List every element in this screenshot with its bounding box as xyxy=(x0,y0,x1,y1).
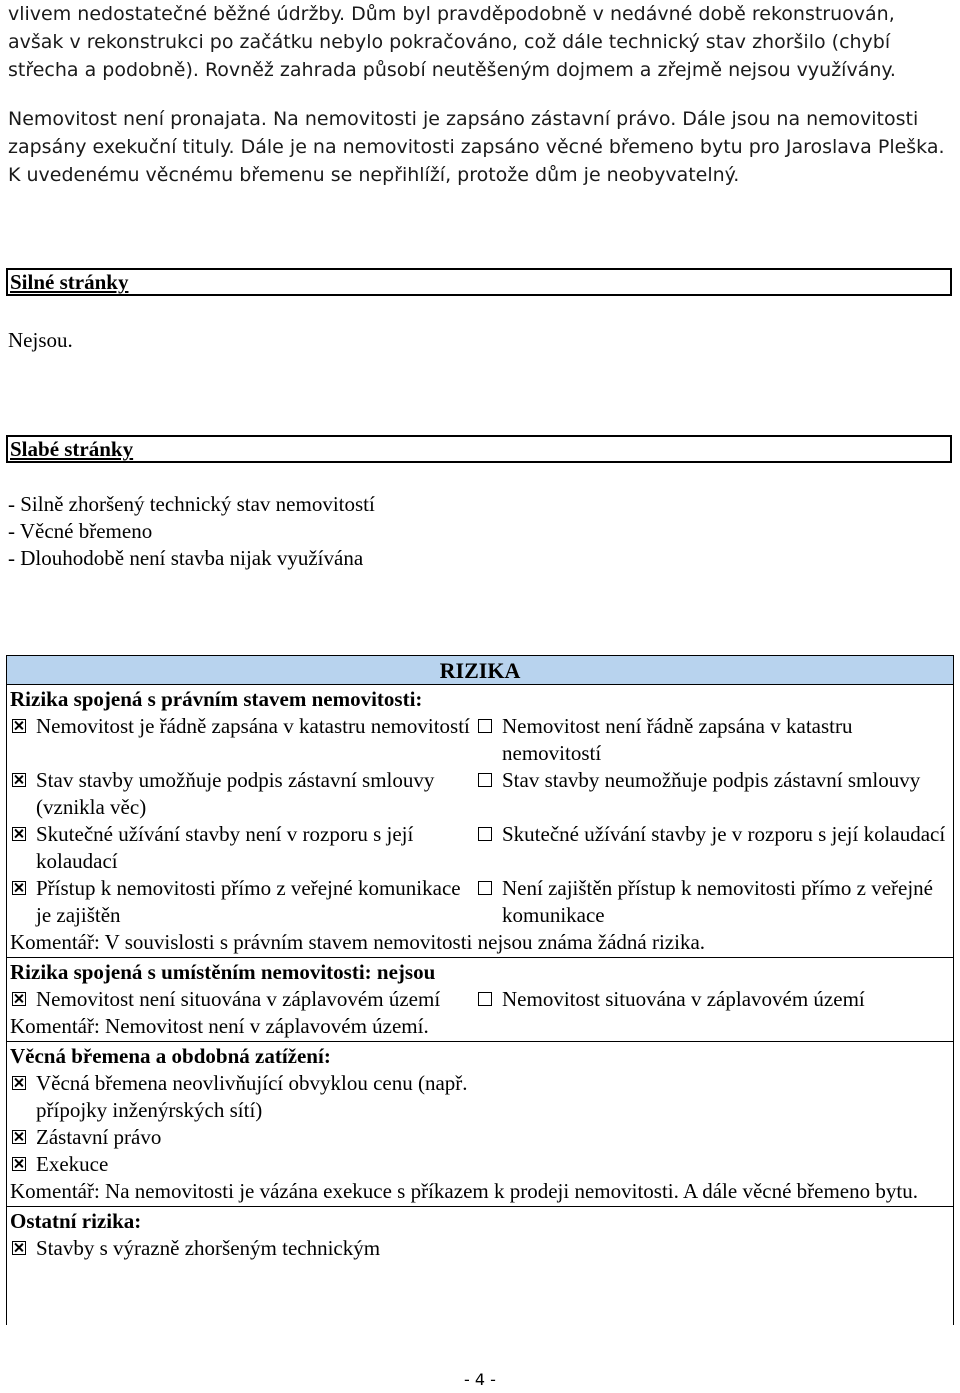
checked-checkbox-icon xyxy=(12,881,26,895)
risk-option-left: Stav stavby umožňuje podpis zástavní smlouvy (vznikla věc) xyxy=(36,768,435,819)
easement-item: Věcná břemena neovlivňující obvyklou cenu (např. přípojky inženýrských sítí) xyxy=(36,1071,468,1122)
risk-row xyxy=(10,1151,953,1178)
other-risks-heading: Ostatní rizika: xyxy=(10,1209,142,1233)
page-number: - 4 - xyxy=(464,1370,496,1389)
empty-checkbox-icon xyxy=(478,773,492,787)
risks-title: RIZIKA xyxy=(7,656,953,685)
risk-row xyxy=(10,1124,953,1151)
legal-risks-comment: Komentář: V souvislosti s právním stavem nemovitosti nejsou známa žádná rizika. xyxy=(10,930,706,954)
risk-option-left: Přístup k nemovitosti přímo z veřejné komunikace je zajištěn xyxy=(36,876,461,927)
easements-heading: Věcná břemena a obdobná zatížení: xyxy=(10,1044,331,1068)
status-paragraph: Nemovitost není pronajata. Na nemovitosti je zapsáno zástavní právo. Dále jsou na nemovitosti zapsány exekuční tituly. Dále je na nemovitosti zapsáno věcné břemeno bytu pro Jaroslava Pleška. K uvedenému věcnému břemenu se nepřihlíží, protože dům je neobyvatelný. xyxy=(8,108,945,186)
weaknesses-title: Slabé stránky xyxy=(10,437,134,461)
strengths-title: Silné stránky xyxy=(10,270,129,294)
weakness-item: - Dlouhodobě není stavba nijak využívána xyxy=(8,546,364,570)
weaknesses-list xyxy=(8,491,375,572)
risk-option-right: Stav stavby neumožňuje podpis zástavní smlouvy xyxy=(502,768,921,792)
empty-checkbox-icon xyxy=(478,881,492,895)
checked-checkbox-icon xyxy=(12,1130,26,1144)
risk-row xyxy=(10,1235,953,1262)
checked-checkbox-icon xyxy=(12,773,26,787)
easements-comment: Komentář: Na nemovitosti je vázána exekuce s příkazem k prodeji nemovitosti. A dále věcné břemeno bytu. xyxy=(10,1179,918,1203)
location-risks-block xyxy=(7,958,953,1042)
checked-checkbox-icon xyxy=(12,719,26,733)
strengths-header xyxy=(6,268,952,296)
empty-checkbox-icon xyxy=(478,992,492,1006)
checked-checkbox-icon xyxy=(12,1076,26,1090)
risk-option-right: Není zajištěn přístup k nemovitosti přímo z veřejné komunikace xyxy=(502,876,933,927)
easements-block xyxy=(7,1042,953,1207)
risk-option-left: Nemovitost není situována v záplavovém území xyxy=(36,987,441,1011)
legal-risks-heading: Rizika spojená s právním stavem nemovitosti: xyxy=(10,687,423,711)
risks-table xyxy=(6,655,954,1325)
checked-checkbox-icon xyxy=(12,1157,26,1171)
risk-option-right: Nemovitost situována v záplavovém území xyxy=(502,987,865,1011)
risk-row xyxy=(10,875,953,929)
strengths-text: Nejsou. xyxy=(8,328,73,352)
risk-row xyxy=(10,986,953,1013)
checked-checkbox-icon xyxy=(12,827,26,841)
weakness-item: - Věcné břemeno xyxy=(8,519,153,543)
risk-row xyxy=(10,767,953,821)
intro-text: vlivem nedostatečné běžné údržby. Dům byl pravděpodobně v nedávné době rekonstruován, avšak v rekonstrukci po začátku nebylo pokračováno, což dále technický stav zhoršilo (chybí střecha a podobně). xyxy=(8,3,895,81)
other-risk-item: Stavby s výrazně zhoršeným technickým xyxy=(36,1236,381,1260)
checked-checkbox-icon xyxy=(12,1241,26,1255)
weaknesses-header xyxy=(6,435,952,463)
intro-text-tail: Rovněž zahrada působí neutěšeným dojmem a zřejmě nejsou využívány. xyxy=(198,59,896,81)
easement-item: Exekuce xyxy=(36,1152,109,1176)
easement-item: Zástavní právo xyxy=(36,1125,162,1149)
risk-option-left: Skutečné užívání stavby není v rozporu s její kolaudací xyxy=(36,822,414,873)
location-risks-comment: Komentář: Nemovitost není v záplavovém území. xyxy=(10,1014,429,1038)
risk-row xyxy=(10,1070,953,1124)
weakness-item: - Silně zhoršený technický stav nemovitostí xyxy=(8,492,375,516)
empty-checkbox-icon xyxy=(478,827,492,841)
empty-checkbox-icon xyxy=(478,719,492,733)
risk-option-right: Nemovitost není řádně zapsána v katastru nemovitostí xyxy=(502,714,853,765)
other-risks-block xyxy=(7,1207,953,1263)
risk-option-right: Skutečné užívání stavby je v rozporu s její kolaudací xyxy=(502,822,946,846)
risk-option-left: Nemovitost je řádně zapsána v katastru nemovitostí xyxy=(36,714,470,738)
risk-row xyxy=(10,713,953,767)
checked-checkbox-icon xyxy=(12,992,26,1006)
location-risks-heading: Rizika spojená s umístěním nemovitosti: nejsou xyxy=(10,960,436,984)
intro-paragraph xyxy=(8,0,952,84)
risk-row xyxy=(10,821,953,875)
legal-risks-block xyxy=(7,685,953,958)
